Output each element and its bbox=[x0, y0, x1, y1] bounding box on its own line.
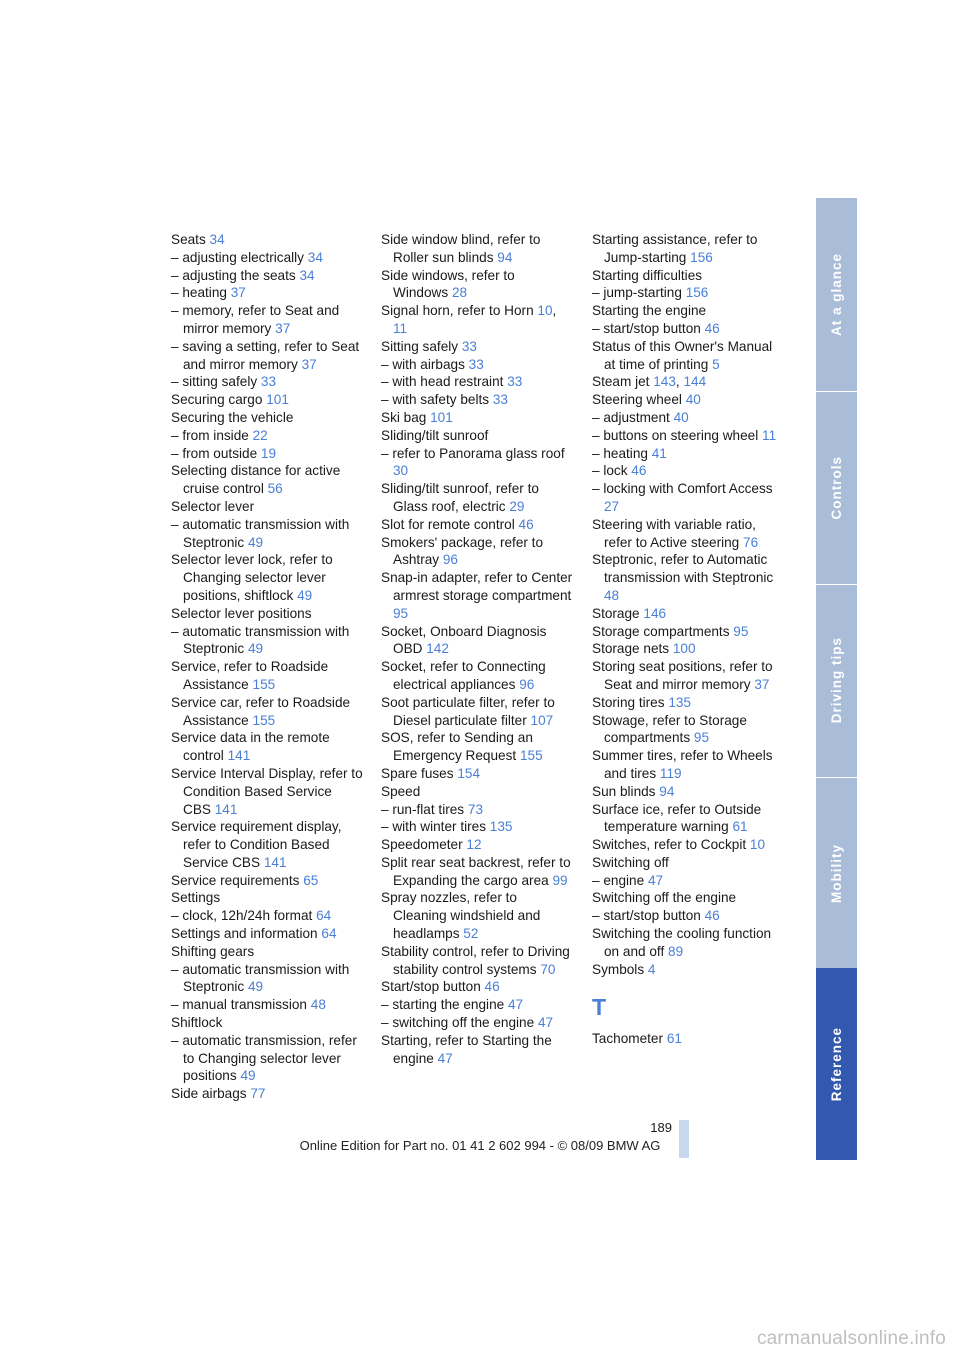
index-entry bbox=[381, 569, 573, 622]
entry-text: Slot for remote control bbox=[381, 516, 515, 532]
entry-text: Selector lever positions bbox=[171, 605, 312, 621]
page-link[interactable]: 11 bbox=[762, 427, 777, 443]
index-column-2 bbox=[381, 231, 573, 1067]
entry-text: Split rear seat backrest, refer to Expanding the cargo area bbox=[381, 854, 571, 888]
index-entry bbox=[381, 445, 573, 481]
entry-text: – with safety belts bbox=[381, 392, 490, 408]
tab-label: Driving tips bbox=[829, 637, 844, 724]
entry-text: Spray nozzles, refer to Cleaning windshield and headlamps bbox=[381, 890, 541, 942]
entry-text: Starting the engine bbox=[592, 303, 707, 319]
page-link[interactable]: 33 bbox=[461, 338, 477, 354]
entry-text: Switching off the engine bbox=[592, 890, 737, 906]
entry-text: Switching off bbox=[592, 854, 669, 870]
index-entry bbox=[592, 231, 784, 267]
page-link[interactable]: 41 bbox=[651, 445, 667, 461]
page-link[interactable]: 46 bbox=[704, 908, 720, 924]
index-entry bbox=[381, 658, 573, 694]
page-link[interactable]: 49 bbox=[297, 587, 313, 603]
entry-text: – from outside bbox=[171, 445, 258, 461]
entry-text: – clock, 12h/24h format bbox=[171, 908, 313, 924]
index-entry bbox=[171, 409, 363, 427]
page-link[interactable]: 52 bbox=[463, 926, 479, 942]
index-entry bbox=[592, 605, 784, 623]
footer-edition-note: Online Edition for Part no. 01 41 2 602 994 - © 08/09 BMW AG bbox=[299, 1138, 661, 1153]
entry-text: Service, refer to Roadside Assistance bbox=[171, 659, 329, 692]
entry-text: Securing the vehicle bbox=[171, 409, 294, 425]
index-entry bbox=[592, 320, 784, 338]
page-link[interactable]: 101 bbox=[266, 392, 289, 408]
page-link[interactable]: 47 bbox=[647, 872, 664, 888]
index-entry bbox=[592, 801, 784, 837]
entry-text: Selecting distance for active cruise control bbox=[171, 463, 341, 497]
entry-text: – automatic transmission with Steptronic bbox=[171, 516, 350, 550]
entry-text: Settings and information bbox=[171, 926, 318, 942]
entry-text: Status of this Owner's Manual at time of printing bbox=[592, 338, 773, 372]
index-entry bbox=[592, 427, 784, 445]
tab-label: Mobility bbox=[829, 844, 844, 903]
index-entry bbox=[381, 1014, 573, 1032]
index-entry bbox=[381, 943, 573, 979]
entry-text: – locking with Comfort Access bbox=[592, 481, 773, 497]
entry-text: – buttons on steering wheel bbox=[592, 427, 759, 443]
entry-text: Storing tires bbox=[592, 694, 665, 710]
index-entry bbox=[171, 1032, 363, 1085]
index-entry bbox=[171, 231, 363, 249]
index-entry bbox=[171, 765, 363, 818]
entry-text: Socket, Onboard Diagnosis OBD bbox=[381, 623, 547, 657]
entry-text: Ski bag bbox=[381, 409, 427, 425]
index-entry bbox=[171, 889, 363, 907]
page-link[interactable]: 77 bbox=[250, 1086, 266, 1102]
page-link[interactable]: 37 bbox=[230, 285, 246, 301]
page-link[interactable]: 29 bbox=[509, 498, 525, 514]
page-link[interactable]: 37 bbox=[275, 320, 291, 336]
index-entry bbox=[592, 961, 784, 979]
index-entry bbox=[381, 978, 573, 996]
tab-label: At a glance bbox=[829, 252, 844, 337]
index-entry bbox=[171, 373, 363, 391]
index-entry bbox=[381, 409, 573, 427]
index-entry bbox=[381, 231, 573, 267]
page-link[interactable]: 46 bbox=[704, 320, 720, 336]
index-entry bbox=[381, 516, 573, 534]
index-entry bbox=[381, 267, 573, 303]
chapter-sidebar bbox=[816, 198, 857, 1160]
entry-text: Sliding/tilt sunroof bbox=[381, 427, 489, 443]
index-entry bbox=[171, 943, 363, 961]
entry-text: Snap-in adapter, refer to Center armrest storage compartment bbox=[381, 570, 573, 603]
page-link[interactable]: 95 bbox=[693, 730, 710, 746]
page-link[interactable]: 107 bbox=[530, 712, 554, 728]
page-link[interactable]: 155 bbox=[519, 748, 543, 764]
index-entry bbox=[171, 551, 363, 604]
entry-text: Stability control, refer to Driving stability control systems bbox=[381, 943, 570, 977]
index-entry bbox=[592, 267, 784, 285]
page-link[interactable]: 73 bbox=[467, 801, 484, 817]
index-entry bbox=[592, 854, 784, 872]
index-entry bbox=[381, 889, 573, 942]
page-link[interactable]: 34 bbox=[209, 232, 225, 247]
page-link[interactable]: 70 bbox=[540, 961, 556, 977]
entry-text: – sitting safely bbox=[171, 374, 258, 390]
page-link[interactable]: 135 bbox=[489, 819, 513, 835]
index-entry bbox=[592, 640, 784, 658]
index-entry bbox=[592, 391, 784, 409]
entry-text: – with winter tires bbox=[381, 819, 487, 835]
entry-text: Selector lever lock, refer to Changing selector lever positions, shiftlock bbox=[171, 552, 333, 603]
entry-text: Signal horn, refer to Horn bbox=[381, 303, 534, 319]
entry-text: Storing seat positions, refer to Seat and mirror memory bbox=[592, 659, 773, 692]
page-link[interactable]: 49 bbox=[240, 1068, 256, 1084]
index-entry bbox=[592, 623, 784, 641]
index-entry bbox=[171, 623, 363, 659]
entry-text: – lock bbox=[592, 463, 628, 479]
page-link[interactable]: 22 bbox=[252, 427, 268, 443]
page-link[interactable]: 100 bbox=[672, 641, 696, 657]
index-entry bbox=[592, 783, 784, 801]
entry-text: Switches, refer to Cockpit bbox=[592, 837, 747, 853]
entry-text: Surface ice, refer to Outside temperature warning bbox=[592, 801, 762, 835]
entry-text: SOS, refer to Sending an Emergency Request bbox=[381, 730, 533, 764]
index-entry bbox=[381, 783, 573, 801]
entry-text: Storage bbox=[592, 605, 640, 621]
index-entry bbox=[592, 302, 784, 320]
entry-text: – adjusting the seats bbox=[171, 267, 296, 283]
index-entry bbox=[592, 284, 784, 302]
entry-text: – jump-starting bbox=[592, 285, 682, 301]
entry-text: Steptronic, refer to Automatic transmission with Steptronic bbox=[592, 552, 774, 586]
entry-text: Shiftlock bbox=[171, 1015, 223, 1031]
entry-text: Storage nets bbox=[592, 641, 670, 657]
entry-text: Starting difficulties bbox=[592, 267, 703, 283]
page-link[interactable]: 33 bbox=[468, 356, 484, 372]
entry-text: Stowage, refer to Storage compartments bbox=[592, 712, 747, 746]
index-entry bbox=[592, 480, 784, 516]
index-entry bbox=[381, 391, 573, 409]
index-entry bbox=[592, 551, 784, 604]
index-entry bbox=[592, 747, 784, 783]
page-link[interactable]: 19 bbox=[260, 445, 277, 461]
index-entry bbox=[171, 1014, 363, 1032]
page-link[interactable]: 48 bbox=[604, 587, 620, 603]
page-link[interactable]: 47 bbox=[507, 997, 524, 1013]
page-link[interactable]: 154 bbox=[457, 765, 481, 781]
entry-text: – automatic transmission with Steptronic bbox=[171, 961, 350, 995]
entry-text: Speed bbox=[381, 783, 421, 799]
index-entry bbox=[171, 658, 363, 694]
page-link[interactable]: 96 bbox=[519, 676, 535, 692]
index-entry bbox=[171, 427, 363, 445]
page-link[interactable]: 96 bbox=[442, 552, 458, 568]
index-entry bbox=[171, 872, 363, 890]
entry-text: Service data in the remote control bbox=[171, 730, 330, 764]
index-entry bbox=[171, 605, 363, 623]
page-link[interactable]: 141 bbox=[227, 748, 251, 764]
page-link[interactable]: 155 bbox=[252, 712, 276, 728]
page-link[interactable]: 119 bbox=[659, 765, 682, 781]
index-entry bbox=[171, 925, 363, 943]
page-link[interactable]: 40 bbox=[673, 409, 689, 425]
page-link[interactable]: 135 bbox=[668, 694, 691, 710]
index-entry bbox=[381, 338, 573, 356]
index-entry bbox=[381, 801, 573, 819]
entry-text: Start/stop button bbox=[381, 979, 481, 995]
page-link[interactable]: 49 bbox=[248, 641, 264, 657]
entry-text: Steam jet bbox=[592, 374, 650, 390]
index-entry bbox=[171, 729, 363, 765]
entry-text: – start/stop button bbox=[592, 908, 701, 924]
index-entry bbox=[381, 480, 573, 516]
entry-text: Sitting safely bbox=[381, 338, 459, 354]
entry-text: – manual transmission bbox=[171, 997, 307, 1013]
page-link[interactable]: 142 bbox=[426, 641, 449, 657]
entry-text: Speedometer bbox=[381, 837, 463, 853]
index-entry bbox=[171, 391, 363, 409]
index-entry bbox=[381, 765, 573, 783]
page-link[interactable]: 141 bbox=[214, 801, 238, 817]
page-link[interactable]: 65 bbox=[303, 872, 319, 888]
index-entry bbox=[381, 534, 573, 570]
page-link[interactable]: 5 bbox=[712, 356, 720, 372]
index-entry bbox=[381, 729, 573, 765]
page-link[interactable]: 48 bbox=[310, 997, 326, 1013]
index-entry bbox=[592, 907, 784, 925]
page-separator: , bbox=[675, 374, 684, 390]
index-entry bbox=[171, 249, 363, 267]
page-link[interactable]: 95 bbox=[393, 605, 409, 621]
entry-text: Service Interval Display, refer to Condition Based Service CBS bbox=[171, 765, 363, 817]
page-link[interactable]: 156 bbox=[685, 285, 709, 301]
index-entry bbox=[171, 498, 363, 516]
index-entry bbox=[171, 516, 363, 552]
tab-reference[interactable] bbox=[816, 968, 857, 1160]
page-link[interactable]: 143 bbox=[653, 374, 676, 390]
page-link[interactable]: 64 bbox=[321, 926, 337, 942]
entry-text: – switching off the engine bbox=[381, 1015, 535, 1031]
index-entry bbox=[381, 356, 573, 374]
watermark: carmanualsonline.info bbox=[756, 1328, 946, 1349]
entry-text: Steering with variable ratio, refer to Active steering bbox=[592, 516, 756, 550]
index-entry bbox=[592, 409, 784, 427]
entry-text: – automatic transmission with Steptronic bbox=[171, 623, 350, 657]
index-entry bbox=[592, 373, 784, 391]
entry-text: Service requirement display, refer to Condition Based Service CBS bbox=[171, 819, 342, 870]
index-entry bbox=[381, 1032, 573, 1068]
entry-text: – with airbags bbox=[381, 356, 465, 372]
index-entry bbox=[171, 818, 363, 871]
entry-text: – adjusting electrically bbox=[171, 249, 304, 265]
index-entry bbox=[592, 1030, 784, 1048]
index-entry bbox=[381, 818, 573, 836]
page-link[interactable]: 11 bbox=[393, 320, 408, 336]
index-entry bbox=[381, 373, 573, 391]
page-link[interactable]: 30 bbox=[393, 463, 409, 479]
entry-text: – heating bbox=[171, 285, 227, 301]
page-link[interactable]: 89 bbox=[668, 943, 684, 959]
index-entry bbox=[171, 302, 363, 338]
page-link[interactable]: 46 bbox=[518, 516, 534, 532]
page-link[interactable]: 141 bbox=[263, 854, 287, 870]
page-link[interactable]: 28 bbox=[451, 285, 468, 301]
entry-text: – run-flat tires bbox=[381, 801, 465, 817]
index-entry bbox=[381, 623, 573, 659]
index-entry bbox=[381, 996, 573, 1014]
entry-text: Symbols bbox=[592, 961, 645, 977]
page-link[interactable]: 156 bbox=[690, 249, 713, 265]
page-link[interactable]: 4 bbox=[647, 961, 656, 977]
index-entry bbox=[592, 925, 784, 961]
page-link[interactable]: 64 bbox=[316, 908, 332, 924]
page-link[interactable]: 49 bbox=[248, 979, 264, 995]
page-link[interactable]: 94 bbox=[659, 783, 675, 799]
index-column-1 bbox=[171, 231, 363, 1103]
entry-text: Summer tires, refer to Wheels and tires bbox=[592, 748, 773, 781]
index-entry bbox=[171, 462, 363, 498]
section-t-entries bbox=[592, 1030, 784, 1048]
page-link[interactable]: 33 bbox=[492, 392, 508, 408]
page-link[interactable]: 37 bbox=[754, 676, 770, 692]
entry-text: – starting the engine bbox=[381, 997, 505, 1013]
page-link[interactable]: 101 bbox=[430, 409, 453, 425]
index-entry bbox=[592, 462, 784, 480]
index-entry bbox=[592, 445, 784, 463]
entry-text: Side airbags bbox=[171, 1086, 247, 1102]
page-link[interactable]: 46 bbox=[631, 463, 647, 479]
index-entry bbox=[381, 302, 573, 338]
entry-text: Service car, refer to Roadside Assistance bbox=[171, 694, 351, 728]
page-link[interactable]: 94 bbox=[497, 249, 513, 265]
entry-text: Sliding/tilt sunroof, refer to Glass roof, electric bbox=[381, 481, 539, 514]
page-link[interactable]: 10 bbox=[537, 303, 553, 319]
tab-controls[interactable] bbox=[816, 391, 857, 585]
entry-text: Seats bbox=[171, 232, 206, 247]
page-link[interactable]: 47 bbox=[537, 1015, 554, 1031]
index-entry bbox=[381, 427, 573, 445]
page-link[interactable]: 146 bbox=[643, 605, 667, 621]
entry-text: – saving a setting, refer to Seat and mirror memory bbox=[171, 338, 360, 372]
entry-text: Starting assistance, refer to Jump-starting bbox=[592, 232, 758, 265]
page-number: 189 bbox=[650, 1120, 672, 1135]
entry-text: – heating bbox=[592, 445, 648, 461]
page-link[interactable]: 40 bbox=[685, 392, 701, 408]
index-entry bbox=[592, 889, 784, 907]
index-entry bbox=[171, 907, 363, 925]
entry-text: Steering wheel bbox=[592, 392, 682, 408]
page-link[interactable]: 46 bbox=[484, 979, 500, 995]
entry-text: Sun blinds bbox=[592, 783, 656, 799]
entry-text: – with head restraint bbox=[381, 374, 504, 390]
index-entry bbox=[592, 516, 784, 552]
entry-text: – refer to Panorama glass roof bbox=[381, 445, 565, 461]
page-link[interactable]: 10 bbox=[749, 837, 766, 853]
entry-text: Smokers' package, refer to Ashtray bbox=[381, 534, 544, 568]
index-entry bbox=[171, 694, 363, 730]
entry-text: Spare fuses bbox=[381, 765, 454, 781]
entry-text: – adjustment bbox=[592, 409, 670, 425]
page-link[interactable]: 49 bbox=[248, 534, 264, 550]
page-link[interactable]: 33 bbox=[507, 374, 523, 390]
page-link[interactable]: 144 bbox=[683, 374, 707, 390]
entry-text: Starting, refer to Starting the engine bbox=[381, 1032, 552, 1066]
page-link[interactable]: 47 bbox=[437, 1050, 453, 1066]
index-entry bbox=[171, 1085, 363, 1103]
entry-text: Switching the cooling function on and off bbox=[592, 926, 772, 959]
entry-text: – automatic transmission, refer to Changing selector lever positions bbox=[171, 1032, 357, 1084]
page-link[interactable]: 99 bbox=[552, 872, 568, 888]
tab-driving-tips[interactable] bbox=[816, 584, 857, 778]
entry-text: – start/stop button bbox=[592, 320, 701, 336]
entry-text: – memory, refer to Seat and mirror memory bbox=[171, 303, 340, 336]
index-entry bbox=[592, 712, 784, 748]
entry-text: – from inside bbox=[171, 427, 249, 443]
index-entry bbox=[381, 836, 573, 854]
entry-text: Securing cargo bbox=[171, 392, 263, 408]
index-entry bbox=[171, 284, 363, 302]
tab-at-a-glance[interactable] bbox=[816, 198, 857, 392]
entry-text: Soot particulate filter, refer to Diesel particulate filter bbox=[381, 694, 555, 728]
entry-text: Settings bbox=[171, 890, 221, 906]
page-link[interactable]: 61 bbox=[732, 819, 748, 835]
entry-text: Tachometer bbox=[592, 1031, 664, 1047]
page-link[interactable]: 155 bbox=[252, 676, 276, 692]
index-entry bbox=[171, 445, 363, 463]
index-entry bbox=[592, 872, 784, 890]
index-entry bbox=[381, 854, 573, 890]
index-column-3-entries bbox=[592, 231, 784, 978]
entry-text: – engine bbox=[592, 872, 645, 888]
page-link[interactable]: 27 bbox=[604, 498, 620, 514]
index-entry bbox=[171, 338, 363, 374]
page-link[interactable]: 37 bbox=[301, 356, 317, 372]
index-entry bbox=[171, 267, 363, 285]
page-link[interactable]: 12 bbox=[466, 837, 482, 853]
entry-text: Storage compartments bbox=[592, 623, 730, 639]
index-entry bbox=[592, 658, 784, 694]
index-column-3 bbox=[592, 231, 784, 1048]
tab-mobility[interactable] bbox=[816, 777, 857, 971]
tab-label: Controls bbox=[829, 455, 844, 520]
page-link[interactable]: 33 bbox=[260, 374, 277, 390]
index-entry bbox=[171, 996, 363, 1014]
index-entry bbox=[592, 338, 784, 374]
entry-text: Side windows, refer to Windows bbox=[381, 267, 515, 301]
page-link[interactable]: 56 bbox=[267, 481, 283, 497]
page-link[interactable]: 34 bbox=[307, 249, 323, 265]
page-link[interactable]: 95 bbox=[733, 623, 749, 639]
index-entry bbox=[592, 836, 784, 854]
tab-label: Reference bbox=[829, 1026, 844, 1102]
page-link[interactable]: 34 bbox=[299, 267, 315, 283]
entry-text: Service requirements bbox=[171, 872, 300, 888]
entry-text: Side window blind, refer to Roller sun blinds bbox=[381, 232, 541, 265]
section-letter-t: T bbox=[592, 994, 607, 1021]
entry-text: Shifting gears bbox=[171, 943, 255, 959]
page-separator: , bbox=[552, 303, 557, 319]
page-link[interactable]: 61 bbox=[666, 1031, 682, 1047]
index-entry bbox=[171, 961, 363, 997]
page-link[interactable]: 76 bbox=[743, 534, 759, 550]
index-entry bbox=[381, 694, 573, 730]
entry-text: Socket, refer to Connecting electrical appliances bbox=[381, 659, 546, 692]
entry-text: Selector lever bbox=[171, 498, 255, 514]
index-entry bbox=[592, 694, 784, 712]
